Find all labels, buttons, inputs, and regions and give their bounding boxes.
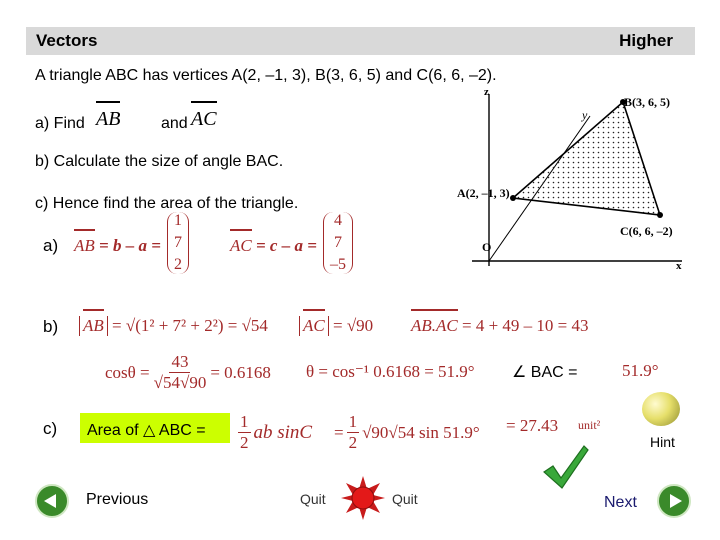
dot-product-lhs: AB.AC (411, 316, 458, 335)
cos-fraction (154, 352, 207, 393)
level-label: Higher (619, 31, 673, 50)
y-axis-label: y (582, 108, 588, 122)
question-intro: A triangle ABC has vertices A(2, –1, 3), B(3, 6, 5) and C(6, 6, –2). (35, 67, 497, 84)
next-arrow-icon[interactable] (657, 484, 691, 518)
question-a-and: and (161, 115, 188, 132)
point-a-label: A(2, –1, 3) (457, 186, 510, 200)
magnitude-ab (79, 316, 268, 336)
theta-equation: θ = cos⁻¹ 0.6168 = 51.9° (306, 362, 475, 381)
question-b: b) Calculate the size of angle BAC. (35, 153, 284, 170)
half-den-2: 2 (348, 433, 358, 452)
quit-button-left[interactable]: Quit (300, 491, 326, 507)
area-step2-eq: = (334, 422, 344, 442)
question-a-vector-ac: AC (191, 108, 217, 130)
part-a-ac-y: 7 (334, 234, 342, 251)
area-label: Area of △ ABC = (87, 422, 206, 439)
magnitude-ab-lhs: AB (83, 316, 104, 335)
cos-numerator: 43 (171, 352, 189, 371)
part-a-ab-y: 7 (174, 234, 182, 251)
area-formula (238, 412, 312, 453)
area-formula-tail: ab sinC (253, 421, 313, 443)
half-fraction (238, 412, 251, 453)
half-fraction-2 (347, 412, 360, 453)
previous-button[interactable]: Previous (86, 491, 149, 508)
angle-bac-label: ∠ BAC = (512, 364, 578, 381)
next-button[interactable]: Next (604, 494, 637, 511)
area-label-highlight (80, 413, 230, 443)
half-num-2: 1 (348, 412, 358, 431)
area-step2-tail: √90√54 sin 51.9° (362, 422, 480, 442)
cos-theta-equation (105, 352, 271, 393)
cos-denominator: √54√90 (153, 373, 207, 392)
dot-product-rhs: = 4 + 49 – 10 = 43 (462, 316, 589, 335)
header-bar (26, 27, 695, 55)
x-axis-label: x (676, 260, 682, 272)
part-a-ab-column-vector (167, 212, 189, 274)
part-a-ab-x: 1 (174, 212, 182, 229)
part-a-ac-x: 4 (334, 212, 342, 229)
part-a-ab-expr: = b – a = (99, 236, 161, 255)
point-a (510, 195, 516, 201)
part-c-label: c) (43, 419, 58, 438)
part-a-ac-column-vector (323, 212, 353, 274)
question-a-vector-ab: AB (96, 108, 121, 130)
part-a-ac-expr: = c – a = (255, 236, 317, 255)
area-unit: unit² (578, 418, 601, 432)
angle-bac-value: 51.9° (622, 361, 659, 380)
question-a-prefix: a) Find (35, 115, 85, 132)
cos-lhs: cosθ = (105, 362, 150, 382)
topic-title: Vectors (36, 31, 98, 50)
part-a-ab-z: 2 (174, 256, 182, 273)
half-num: 1 (240, 412, 249, 431)
dot-product (411, 316, 589, 336)
check-mark-icon (540, 442, 590, 490)
point-c-label: C(6, 6, –2) (620, 224, 673, 238)
cos-value: = 0.6168 (210, 362, 271, 382)
magnitude-ac-rhs: = √90 (332, 316, 374, 335)
magnitude-ab-rhs: = √(1² + 7² + 2²) = √54 (112, 316, 268, 335)
previous-arrow-icon[interactable] (35, 484, 69, 518)
magnitude-ac (299, 316, 373, 336)
quit-star-icon[interactable] (340, 475, 386, 521)
z-axis-label: z (484, 86, 489, 98)
point-b-label: B(3, 6, 5) (624, 95, 670, 109)
part-a-ac-z: –5 (330, 256, 346, 273)
area-result: = 27.43 (506, 416, 559, 435)
part-a-ac-lhs: AC (230, 236, 252, 255)
magnitude-ac-lhs: AC (303, 316, 325, 335)
part-a-label: a) (43, 236, 59, 255)
question-c: c) Hence find the area of the triangle. (35, 195, 299, 212)
part-b-label: b) (43, 317, 59, 336)
origin-label: O (482, 240, 492, 254)
hint-label[interactable]: Hint (650, 434, 675, 450)
point-c (657, 212, 663, 218)
part-a-ab-lhs: AB (74, 236, 95, 255)
half-den: 2 (240, 433, 249, 452)
area-substitution (334, 412, 480, 453)
hint-icon[interactable] (642, 392, 680, 426)
quit-button-right[interactable]: Quit (392, 491, 418, 507)
